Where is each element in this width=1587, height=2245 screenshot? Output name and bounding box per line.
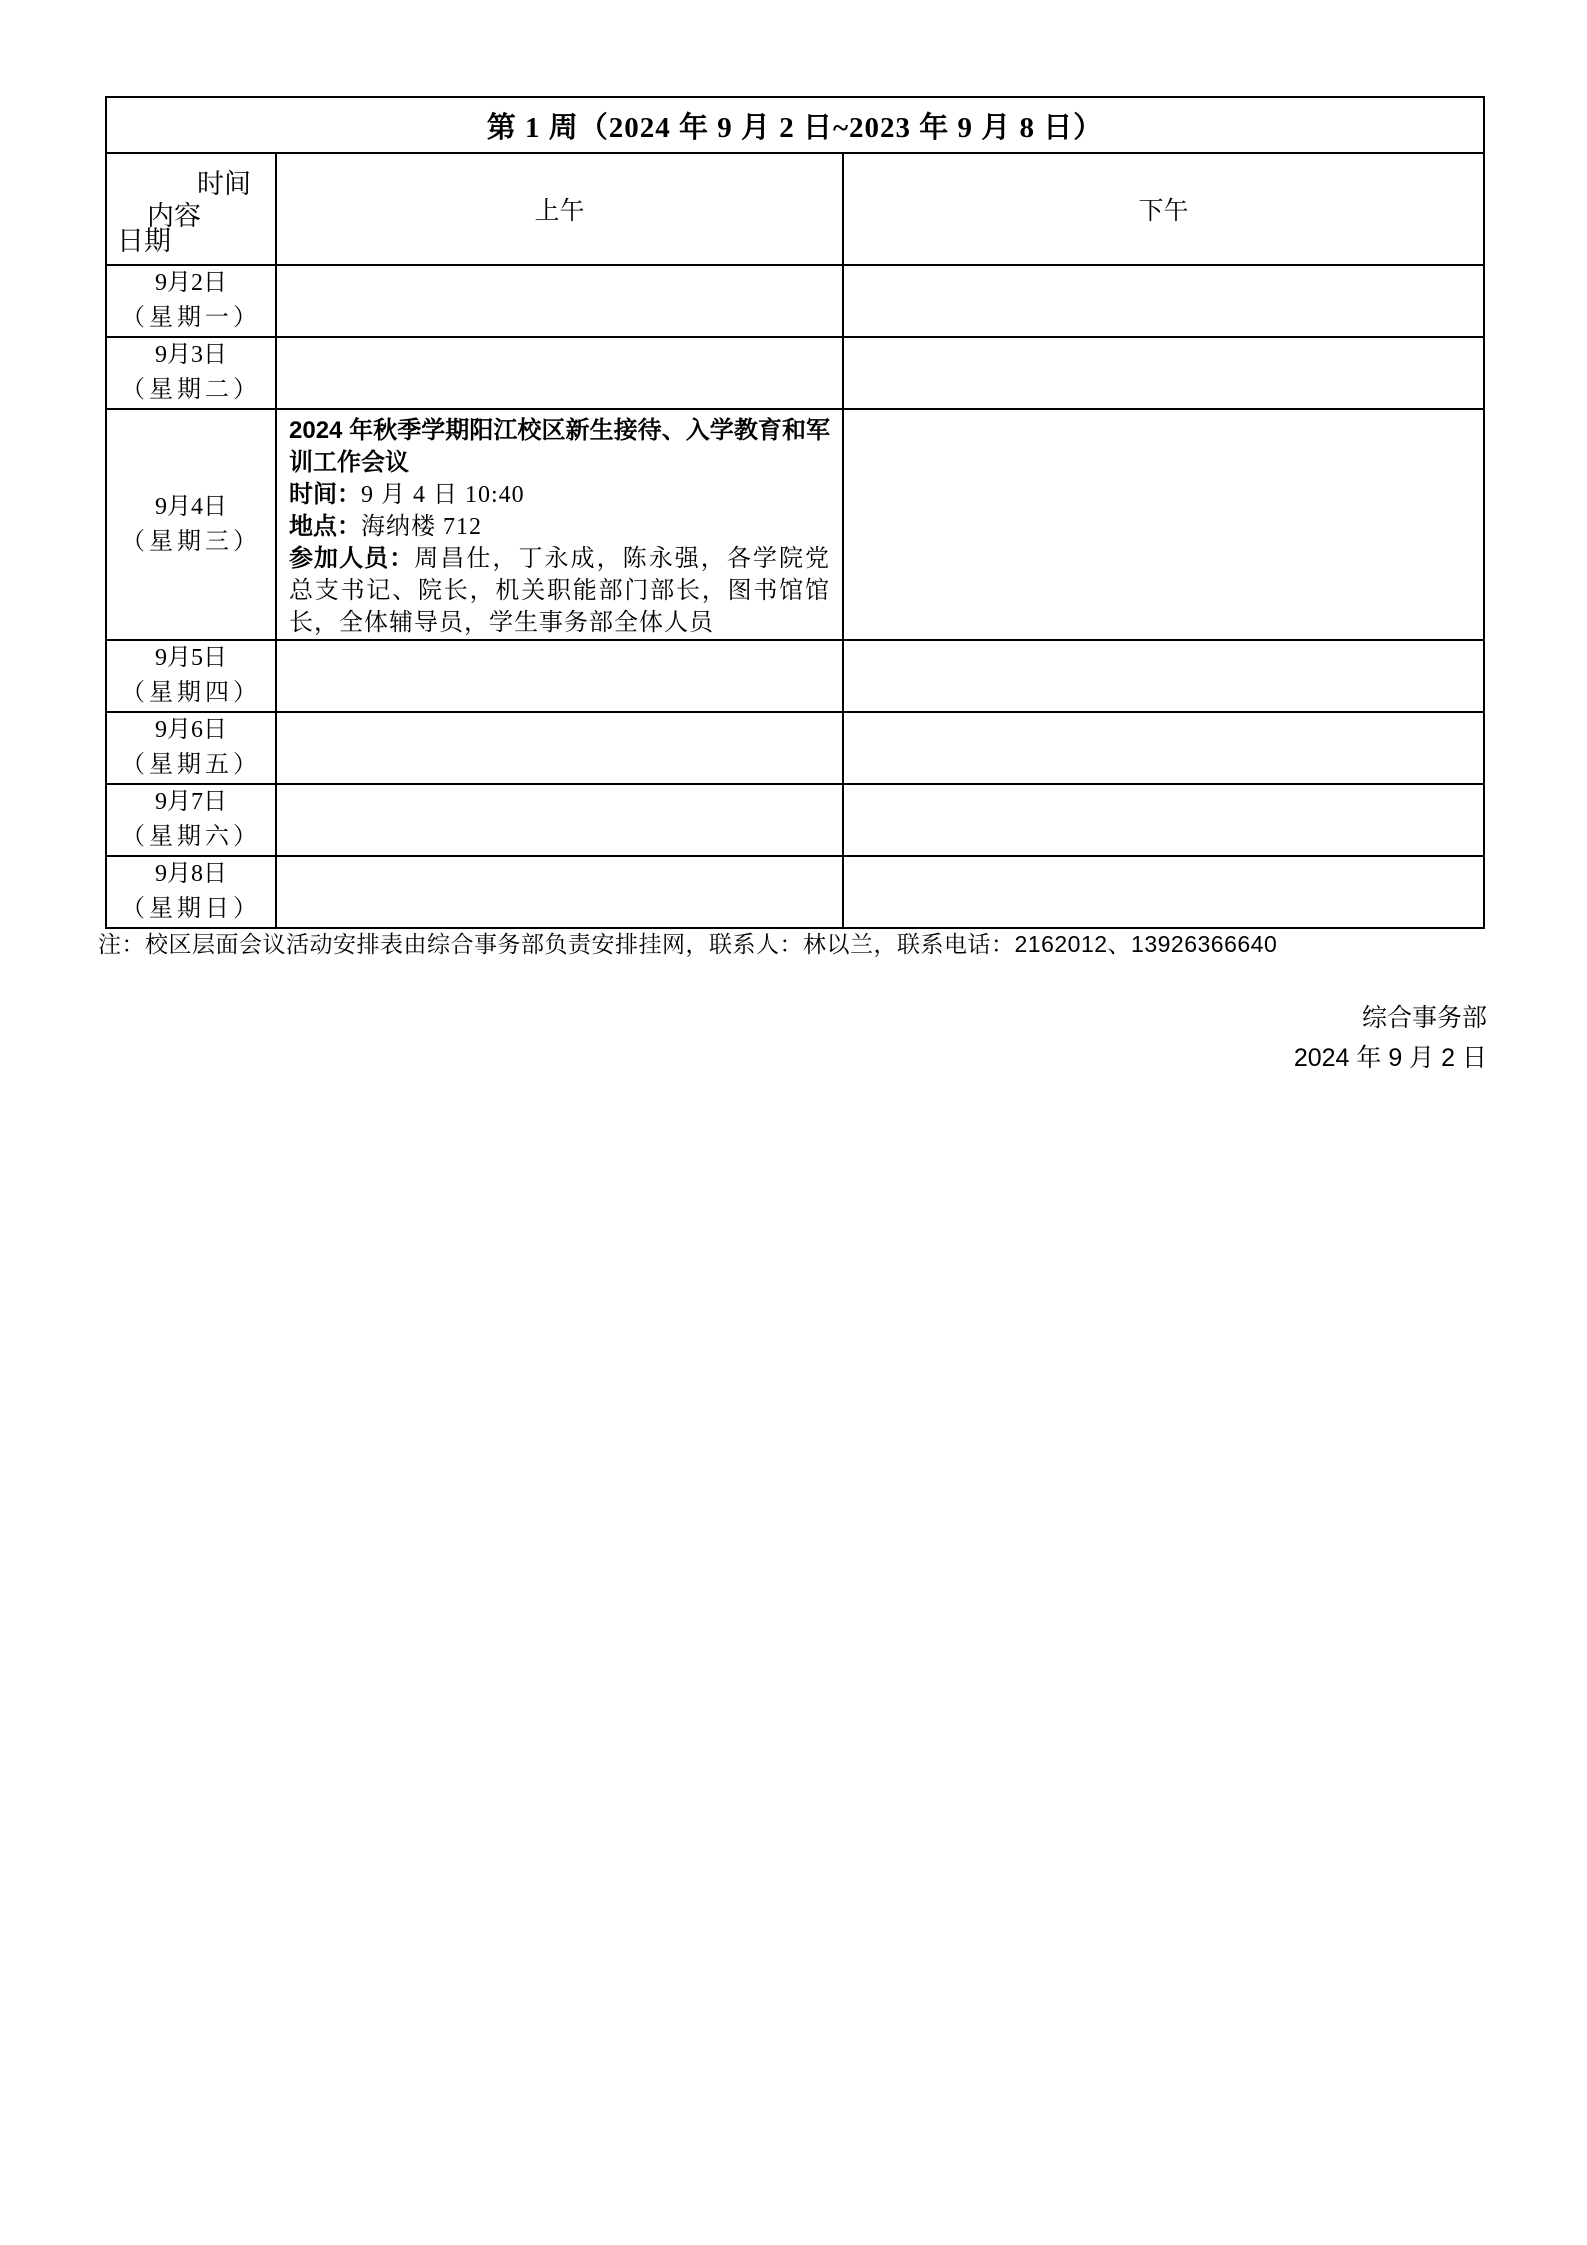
afternoon-cell-empty xyxy=(843,409,1484,640)
table-row xyxy=(106,712,1484,784)
table-row xyxy=(106,265,1484,337)
corner-label-time: 时间 xyxy=(197,169,251,199)
table-title: 第 1 周（2024 年 9 月 2 日~2023 年 9 月 8 日） xyxy=(106,97,1484,153)
event-time-label: 时间： xyxy=(289,481,361,508)
table-row xyxy=(106,856,1484,928)
weekday-line: （星期四） xyxy=(121,680,261,706)
morning-cell-empty xyxy=(276,712,843,784)
date-cell-sep8 xyxy=(106,856,276,928)
date-line: 9月2日 xyxy=(155,270,227,296)
morning-event-cell xyxy=(276,409,843,640)
afternoon-cell-empty xyxy=(843,856,1484,928)
date-cell-sep5 xyxy=(106,640,276,712)
morning-cell-empty xyxy=(276,856,843,928)
table-row xyxy=(106,337,1484,409)
signature-block xyxy=(1294,998,1487,1078)
weekday-line: （星期三） xyxy=(121,528,261,555)
date-cell-sep6 xyxy=(106,712,276,784)
weekday-line: （星期六） xyxy=(121,824,261,850)
signature-date: 2024 年 9 月 2 日 xyxy=(1293,1044,1487,1072)
weekday-line: （星期日） xyxy=(121,896,261,922)
date-line: 9月3日 xyxy=(155,342,227,368)
weekday-line: （星期一） xyxy=(121,305,261,331)
event-title: 2024 年秋季学期阳江校区新生接待、入学教育和军训工作会议 xyxy=(289,417,830,476)
afternoon-cell-empty xyxy=(843,337,1484,409)
morning-cell-empty xyxy=(276,784,843,856)
date-cell-sep2 xyxy=(106,265,276,337)
morning-cell-empty xyxy=(276,265,843,337)
footnote: 注：校区层面会议活动安排表由综合事务部负责安排挂网，联系人：林以兰，联系电话：2162012、13926366640 xyxy=(98,931,1278,957)
date-cell-sep4 xyxy=(106,409,276,640)
event-time-line xyxy=(289,479,830,511)
event-attendees-value: 周昌仕，丁永成，陈永强，各学院党总支书记、院长，机关职能部门部长，图书馆馆长，全体辅导员，学生事务部全体人员 xyxy=(289,546,830,636)
afternoon-cell-empty xyxy=(843,712,1484,784)
corner-header-cell xyxy=(106,153,276,265)
weekday-line: （星期二） xyxy=(121,377,261,403)
weekly-schedule-table xyxy=(105,96,1485,929)
table-row xyxy=(106,640,1484,712)
date-line: 9月6日 xyxy=(155,717,227,743)
event-time-value: 9 月 4 日 10:40 xyxy=(361,482,525,508)
table-row xyxy=(106,784,1484,856)
date-cell-sep7 xyxy=(106,784,276,856)
event-place-value: 海纳楼 712 xyxy=(361,514,482,540)
date-line: 9月5日 xyxy=(155,645,227,671)
date-cell-sep3 xyxy=(106,337,276,409)
signature-department: 综合事务部 xyxy=(1361,1004,1487,1032)
corner-label-date: 日期 xyxy=(117,226,171,256)
afternoon-cell-empty xyxy=(843,265,1484,337)
date-line: 9月7日 xyxy=(155,789,227,815)
morning-cell-empty xyxy=(276,640,843,712)
morning-cell-empty xyxy=(276,337,843,409)
event-place-line xyxy=(289,511,830,543)
table-row xyxy=(106,409,1484,640)
date-line: 9月4日 xyxy=(155,493,227,520)
event-place-label: 地点： xyxy=(289,513,361,540)
afternoon-cell-empty xyxy=(843,784,1484,856)
column-header-morning: 上午 xyxy=(276,153,843,265)
date-line: 9月8日 xyxy=(155,861,227,887)
afternoon-cell-empty xyxy=(843,640,1484,712)
corner-label-content: 内容 xyxy=(147,201,201,231)
event-attendees-line xyxy=(289,543,830,639)
event-attendees-label: 参加人员： xyxy=(289,545,415,572)
weekday-line: （星期五） xyxy=(121,752,261,778)
column-header-afternoon: 下午 xyxy=(843,153,1484,265)
